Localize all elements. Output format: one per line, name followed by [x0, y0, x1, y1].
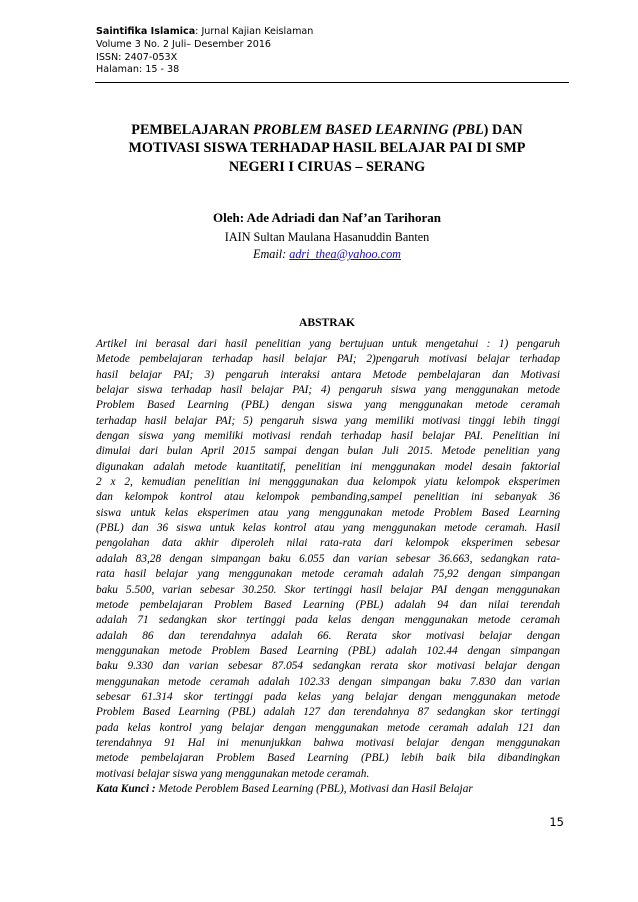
email-label: Email — [253, 247, 283, 261]
abstract-line: dengan siswa yang memiliki motivasi rendah terhadap hasil belajar PAI. Penelitian ini — [96, 430, 560, 443]
abstract-line: metode pembelajaran Problem Based Learning (PBL) lebih baik bila dibandingkan — [96, 752, 560, 765]
keywords — [96, 782, 560, 797]
abstract-line: baku 5.500, varian sebesar 30.250. Skor tertinggi hasil belajar PAI dengan menggunakan — [96, 583, 560, 596]
abstract-line: dimulai dari bulan April 2015 sampai dengan bulan Juli 2015. Metode penelitian yang — [96, 445, 560, 458]
abstract-line: pada kelas kontrol yang belajar dengan menggunakan metode ceramah adalah 121 dan — [96, 721, 560, 734]
abstract-line: menggunakan metode ceramah adalah 102.33 dengan simpangan baku 7.830 dan varian — [96, 675, 560, 688]
title-prefix: PEMBELAJARAN — [131, 122, 254, 138]
journal-title-line — [96, 26, 313, 39]
abstract-line: belajar siswa terhadap hasil belajar PAI; 4) pengaruh siswa yang menggunakan metode — [96, 384, 560, 397]
title-line-3: NEGERI I CIRUAS – SERANG — [228, 158, 426, 175]
journal-issn: ISSN: 2407-053X — [96, 51, 178, 63]
journal-pages: Halaman: 15 - 38 — [96, 64, 180, 76]
abstract-line: Metode pembelajaran terhadap hasil belajar PAI; 2)pengaruh motivasi belajar terhadap — [96, 353, 560, 366]
abstract-line: Artikel ini berasal dari hasil penelitian yang bertujuan untuk mengetahui : 1) pengaruh — [96, 338, 560, 350]
abstract-line: Problem Based Learning (PBL) dengan siswa yang menggunakan metode ceramah — [96, 399, 560, 412]
abstract-line: digunakan adalah metode kuantitatif, penelitian ini menggunakan model desain faktorial — [96, 460, 560, 473]
abstract-line: baku 9.330 dan varian sebesar 87.054 sedangkan rerata skor motivasi belajar dengan — [96, 660, 560, 673]
author-email — [96, 246, 558, 262]
abstract-line: adalah 86 dan terendahnya adalah 66. Rerata skor motivasi belajar dengan — [96, 629, 560, 642]
abstract-heading: ABSTRAK — [298, 316, 356, 329]
journal-subtitle: : Jurnal Kajian Keislaman — [195, 26, 314, 37]
email-separator: : — [282, 247, 290, 261]
abstract-line: rata hasil belajar yang menggunakan metode ceramah adalah 75,92 dengan simpangan — [96, 568, 560, 581]
journal-volume: Volume 3 No. 2 Juli– Desember 2016 — [96, 38, 272, 50]
abstract-body — [96, 337, 560, 782]
title-suffix: ) DAN — [483, 122, 523, 138]
title-italic: PROBLEM BASED LEARNING (PBL — [253, 122, 484, 138]
abstract-line: (PBL) dan 36 siswa untuk kelas kontrol atau yang menggunakan metode ceramah. Hasil — [96, 522, 560, 535]
keywords-label: Kata Kunci : — [96, 783, 156, 795]
journal-header — [96, 26, 313, 77]
title-line-2: MOTIVASI SISWA TERHADAP HASIL BELAJAR PAI DI SMP — [128, 140, 526, 157]
title-line-1 — [96, 121, 558, 139]
abstract-line: terhadap hasil belajar PAI; 5) pengaruh siswa yang memiliki motivasi tinggi lebih tinggi — [96, 414, 560, 427]
abstract-line: adalah 71 sedangkan skor tertinggi pada kelas dengan menggunakan metode ceramah — [96, 614, 560, 627]
article-authors: Oleh: Ade Adriadi dan Naf’an Tarihoran — [213, 210, 441, 225]
author-affiliation: IAIN Sultan Maulana Hasanuddin Banten — [224, 230, 430, 244]
abstract-line: pengolahan data akhir diperoleh nilai rata-rata dari kelompok eksperimen sebesar — [96, 537, 560, 550]
journal-name: Saintifika Islamica — [96, 26, 196, 37]
abstract-line: adalah 83,28 dengan simpangan baku 6.055 dan varian sebesar 36.663, sedangkan rata- — [96, 552, 560, 565]
abstract-line: Problem Based Learning (PBL) adalah 127 dan terendahnya 87 sedangkan skor tertinggi — [96, 706, 560, 719]
page-number: 15 — [549, 815, 564, 829]
abstract-line: sebesar 61.314 skor tertinggi pada kelas yang belajar dengan menggunakan metode — [96, 690, 560, 703]
abstract-line: metode pembelajaran Problem Based Learning (PBL) adalah 94 dan nilai terendah — [96, 598, 560, 611]
header-divider — [95, 82, 569, 83]
abstract-line: 2 x 2, kemudian penelitian ini mengggunakan dua kelompok yiatu kelompok eksperimen — [96, 476, 560, 489]
abstract-line: siswa untuk kelas eksperimen atau yang menggunakan metode Problem Based Learning — [96, 506, 560, 519]
abstract-line: menggunakan metode Problem Based Learning (PBL) adalah 102.44 dengan simpangan — [96, 644, 560, 657]
abstract-line: dan kelompok kontrol atau kelompok pembanding,sampel penelitian ini sebanyak 36 — [96, 491, 560, 504]
keywords-text: Metode Peroblem Based Learning (PBL), Motivasi dan Hasil Belajar — [155, 783, 473, 795]
abstract-line: motivasi belajar siswa yang menggunakan metode ceramah. — [96, 767, 370, 780]
email-link[interactable]: adri_thea@yahoo.com — [289, 247, 401, 261]
article-title — [96, 121, 558, 176]
abstract-line: terendahnya 91 Hal ini menunjukkan bahwa motivasi belajar dengan menggunakan — [96, 736, 560, 749]
abstract-line: hasil belajar PAI; 3) pengaruh interaksi antara Metode pembelajaran dan Motivasi — [96, 368, 560, 381]
